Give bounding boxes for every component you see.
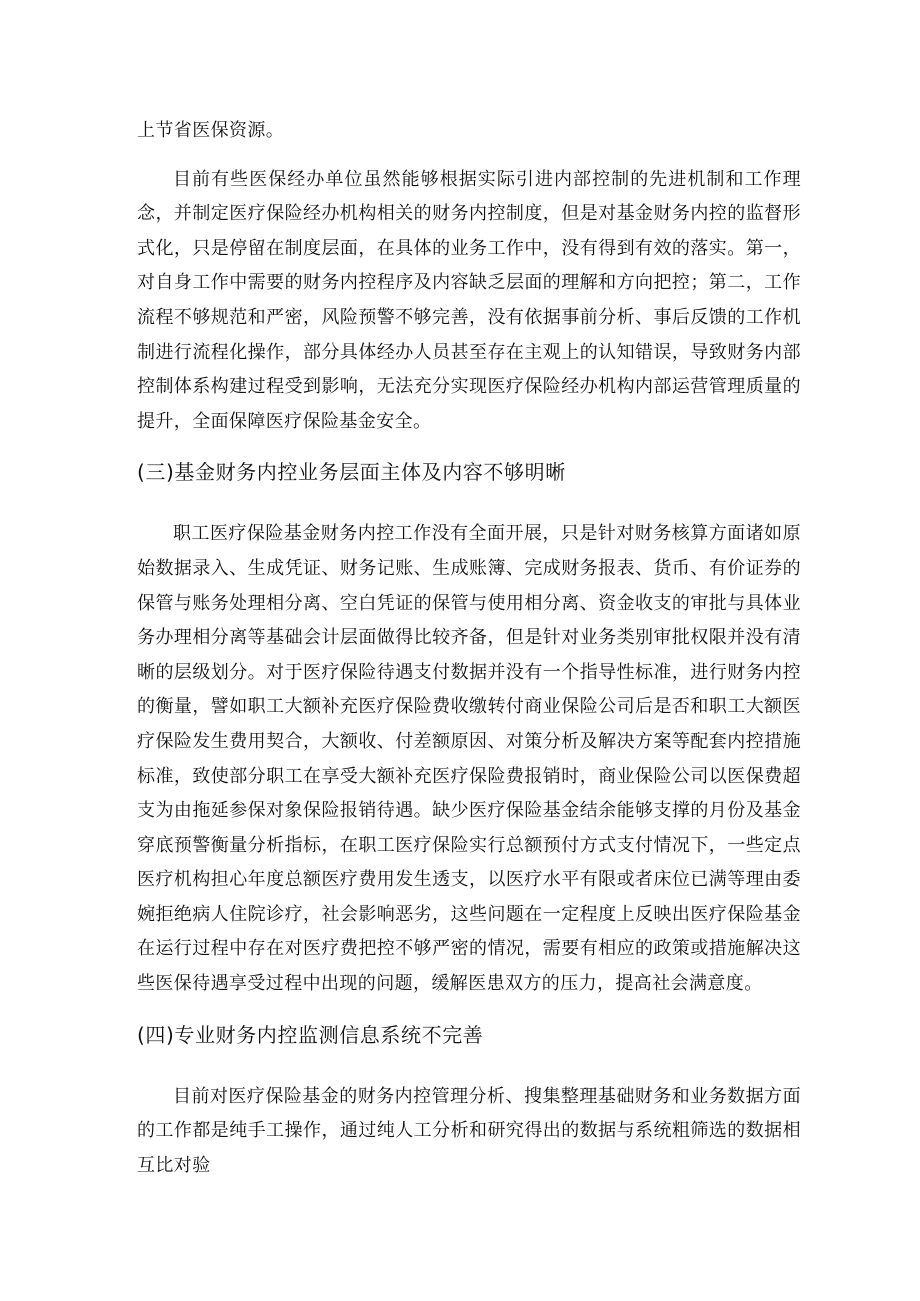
section-heading-3: (三)基金财务内控业务层面主体及内容不够明晰 <box>137 460 566 485</box>
document-body <box>137 114 801 1183</box>
section-heading-4: (四)专业财务内控监测信息系统不完善 <box>137 1022 484 1047</box>
paragraph-monitoring-system: 目前对医疗保险基金的财务内控管理分析、搜集整理基础财务和业务数据方面的工作都是纯手工操作，通过纯人工分析和研究得出的数据与系统粗筛选的数据相互比对验 <box>137 1085 801 1176</box>
paragraph-supervision-formalized: 目前有些医保经办单位虽然能够根据实际引进内部控制的先进机制和工作理念，并制定医疗保险经办机构相关的财务内控制度，但是对基金财务内控的监督形式化，只是停留在制度层面，在具体的业务工作中，没有得到有效的落实。第一，对自身工作中需要的财务内控程序及内容缺乏层面的理解和方向把控；第二，工作流程不够规范和严密，风险预警不够完善，没有依据事前分析、事后反馈的工作机制进行流程化操作，部分具体经办人员甚至存在主观上的认知错误，导致财务内部控制体系构建过程受到影响，无法充分实现医疗保险经办机构内部运营管理质量的提升，全面保障医疗保险基金安全。 <box>137 168 801 432</box>
paragraph-continuation: 上节省医保资源。 <box>137 120 285 141</box>
paragraph-business-level: 职工医疗保险基金财务内控工作没有全面开展，只是针对财务核算方面诸如原始数据录入、生成凭证、财务记账、生成账簿、完成财务报表、货币、有价证券的保管与账务处理相分离、空白凭证的保管与使用相分离、资金收支的审批与具体业务办理相分离等基础会计层面做得比较齐备，但是针对业务类别审批权限并没有清晰的层级划分。对于医疗保险待遇支付数据并没有一个指导性标准，进行财务内控的衡量，譬如职工大额补充医疗保险费收缴转付商业保险公司后是否和职工大额医疗保险发生费用契合，大额收、付差额原因、对策分析及解决方案等配套内控措施标准，致使部分职工在享受大额补充医疗保险费报销时，商业保险公司以医保费超支为由拖延参保对象保险报销待遇。缺少医疗保险基金结余能够支撑的月份及基金穿底预警衡量分析指标，在职工医疗保险实行总额预付方式支付情况下，一些定点医疗机构担心年度总额医疗费用发生透支，以医疗水平有限或者床位已满等理由委婉拒绝病人住院诊疗，社会影响恶劣，这些问题在一定程度上反映出医疗保险基金在运行过程中存在对医疗费把控不够严密的情况，需要有相应的政策或措施解决这些医保待遇享受过程中出现的问题，缓解医患双方的压力，提高社会满意度。 <box>137 523 801 995</box>
